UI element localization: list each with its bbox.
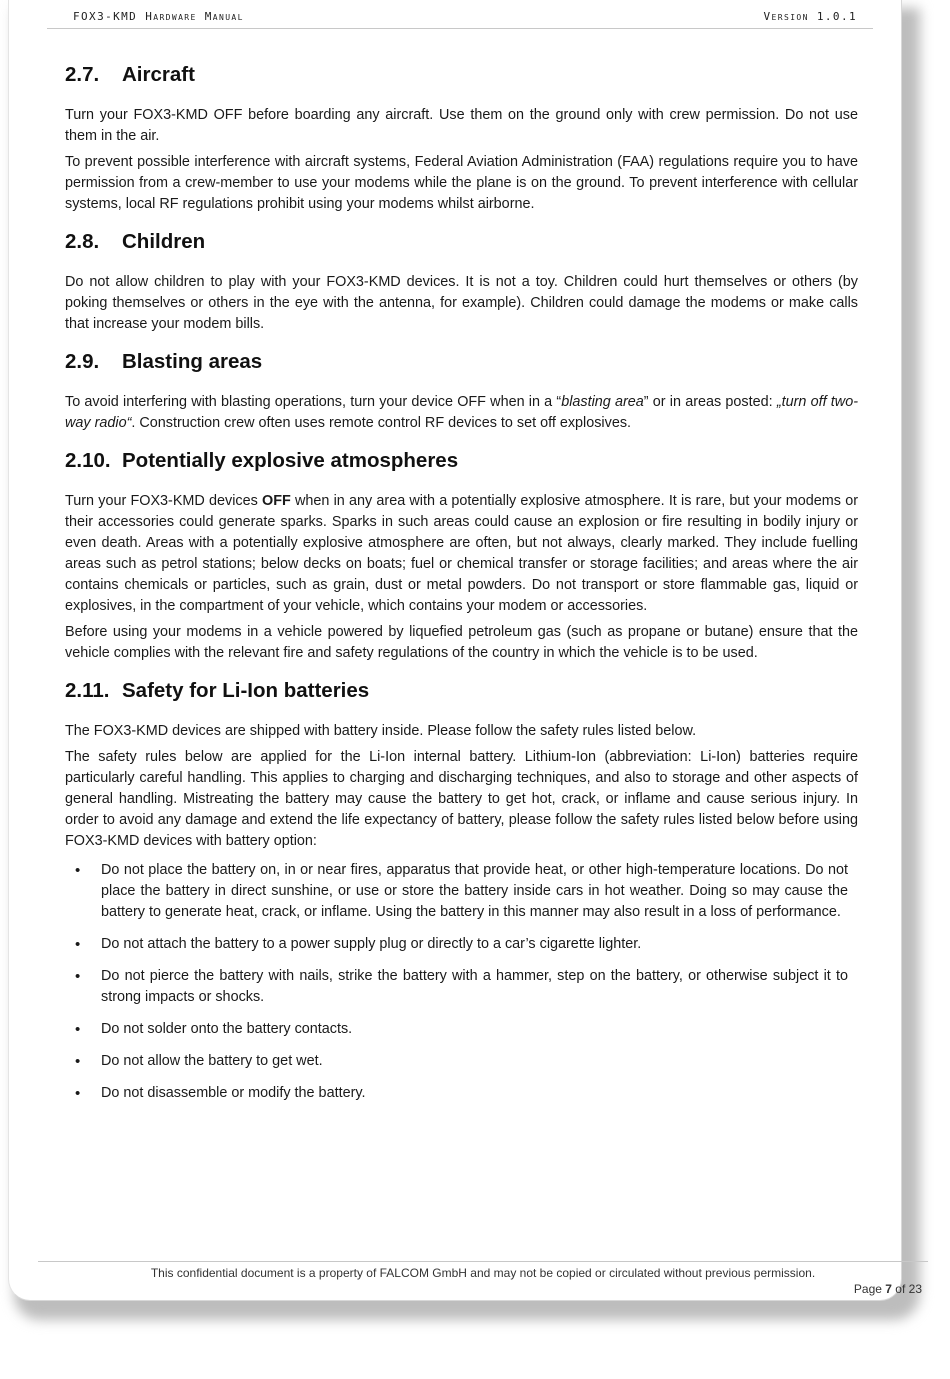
section-aircraft [65,60,858,215]
bullet-icon: • [75,1053,81,1070]
list-item [65,1051,858,1072]
document-version: Version 1.0.1 [763,10,857,23]
confidentiality-notice: This confidential document is a property of FALCOM GmbH and may not be copied or circulated without previous permission. [150,1266,816,1280]
paragraph: The FOX3-KMD devices are shipped with battery inside. Please follow the safety rules listed below. [65,723,697,739]
section-title: Potentially explosive atmospheres [122,449,459,472]
safety-rules-list [65,860,858,1104]
bullet-icon: • [75,936,81,953]
section-number: 2.7. [65,63,100,86]
document-title: FOX3-KMD Hardware Manual [73,10,244,23]
paragraph: The safety rules below are applied for the Li-Ion internal battery. Lithium-Ion (abbreviation: Li-Ion) batteries require particularly careful handling. This applies to charging and discharging techniques, and also to storage and other aspects of general handling. Mistreating the battery may cause the battery to get hot, crack, or inflame and cause serious injury. In order to avoid any damage and extend the life expectancy of battery, please follow the safety rules listed below before using FOX3-KMD devices with battery option: [65,749,858,849]
list-item-text: Do not place the battery on, in or near fires, apparatus that provide heat, or other high-temperature locations. Do not place the battery in direct sunshine, or use or store the battery inside cars in hot weather. Doing so may cause the battery to generate heat, crack, or inflame. Using the battery in this manner may also result in a loss of performance. [101,862,848,920]
bullet-icon: • [75,968,81,985]
section-heading [65,347,858,377]
page-footer [38,1261,928,1296]
page-number [38,1282,928,1296]
text-run: ” or in areas posted: [643,394,777,410]
section-children [65,227,858,335]
section-title: Blasting areas [122,350,263,373]
section-title: Aircraft [122,63,195,86]
list-item [65,860,858,923]
section-number: 2.9. [65,350,100,373]
section-heading [65,60,858,90]
bullet-icon: • [75,1021,81,1038]
paragraph: To prevent possible interference with aircraft systems, Federal Aviation Administration (FAA) regulations require you to have permission from a crew-member to use your modems while the plane is on the ground. To prevent interference with cellular systems, local RF regulations prohibit using your modems whilst airborne. [65,154,858,212]
bullet-icon: • [75,862,81,879]
paragraph [65,491,858,617]
section-explosive-atmospheres [65,446,858,664]
section-blasting-areas [65,347,858,434]
list-item-text: Do not disassemble or modify the battery. [101,1085,366,1101]
list-item-text: Do not attach the battery to a power supply plug or directly to a car’s cigarette lighter. [101,936,642,952]
section-title: Safety for Li-Ion batteries [122,679,370,702]
bullet-icon: • [75,1085,81,1102]
page-content [65,60,858,1115]
text-run: when in any area with a potentially explosive atmosphere. It is rare, but your modems or their accessories could generate sparks. Sparks in such areas could cause an explosion or fire resulting in bodily injury or even death. Areas with a potentially explosive atmosphere are often, but not always, clearly marked. They include fuelling areas such as petrol stations; below decks on boats; fuel or chemical transfer or storage facilities; and areas where the air contains chemicals or particles, such as grain, dust or metal powders. Do not transport or store flammable gas, liquid or explosives, in the compartment of your vehicle, which contains your modem or accessories. [65,493,858,614]
current-page: 7 [885,1282,892,1296]
paragraph: Do not allow children to play with your FOX3-KMD devices. It is not a toy. Children could hurt themselves or others (by poking themselves or others in the eye with the antenna, for example). Children could damage the modems or make calls that increase your modem bills. [65,274,858,332]
text-run: To avoid interfering with blasting operations, turn your device OFF when in a “ [65,394,562,410]
list-item-text: Do not solder onto the battery contacts. [101,1021,353,1037]
section-heading [65,446,858,476]
page-header [47,8,873,29]
section-title: Children [122,230,206,253]
list-item [65,966,858,1008]
list-item [65,1083,858,1104]
text-run: . Construction crew often uses remote control RF devices to set off explosives. [131,415,632,431]
paragraph: Before using your modems in a vehicle powered by liquefied petroleum gas (such as propane or butane) ensure that the vehicle complies with the relevant fire and safety regulations of the country in which the vehicle is to be used. [65,624,858,661]
section-number: 2.11. [65,679,110,702]
text-run: Turn your FOX3-KMD devices [65,493,263,509]
list-item [65,934,858,955]
section-li-ion-safety [65,676,858,1104]
section-heading [65,676,858,706]
list-item-text: Do not allow the battery to get wet. [101,1053,323,1069]
bold-text: OFF [262,493,291,509]
section-number: 2.10. [65,449,111,472]
emphasis-text: „turn off two-way radio“ [65,394,858,431]
total-pages: of 23 [895,1282,922,1296]
list-item-text: Do not pierce the battery with nails, strike the battery with a hammer, step on the battery, or otherwise subject it to strong impacts or shocks. [101,968,848,1005]
paragraph [65,392,858,434]
list-item [65,1019,858,1040]
section-number: 2.8. [65,230,100,253]
section-heading [65,227,858,257]
paragraph: Turn your FOX3-KMD OFF before boarding any aircraft. Use them on the ground only with crew permission. Do not use them in the air. [65,107,858,144]
emphasis-text: blasting area [561,394,644,410]
page-label: Page [853,1282,882,1296]
